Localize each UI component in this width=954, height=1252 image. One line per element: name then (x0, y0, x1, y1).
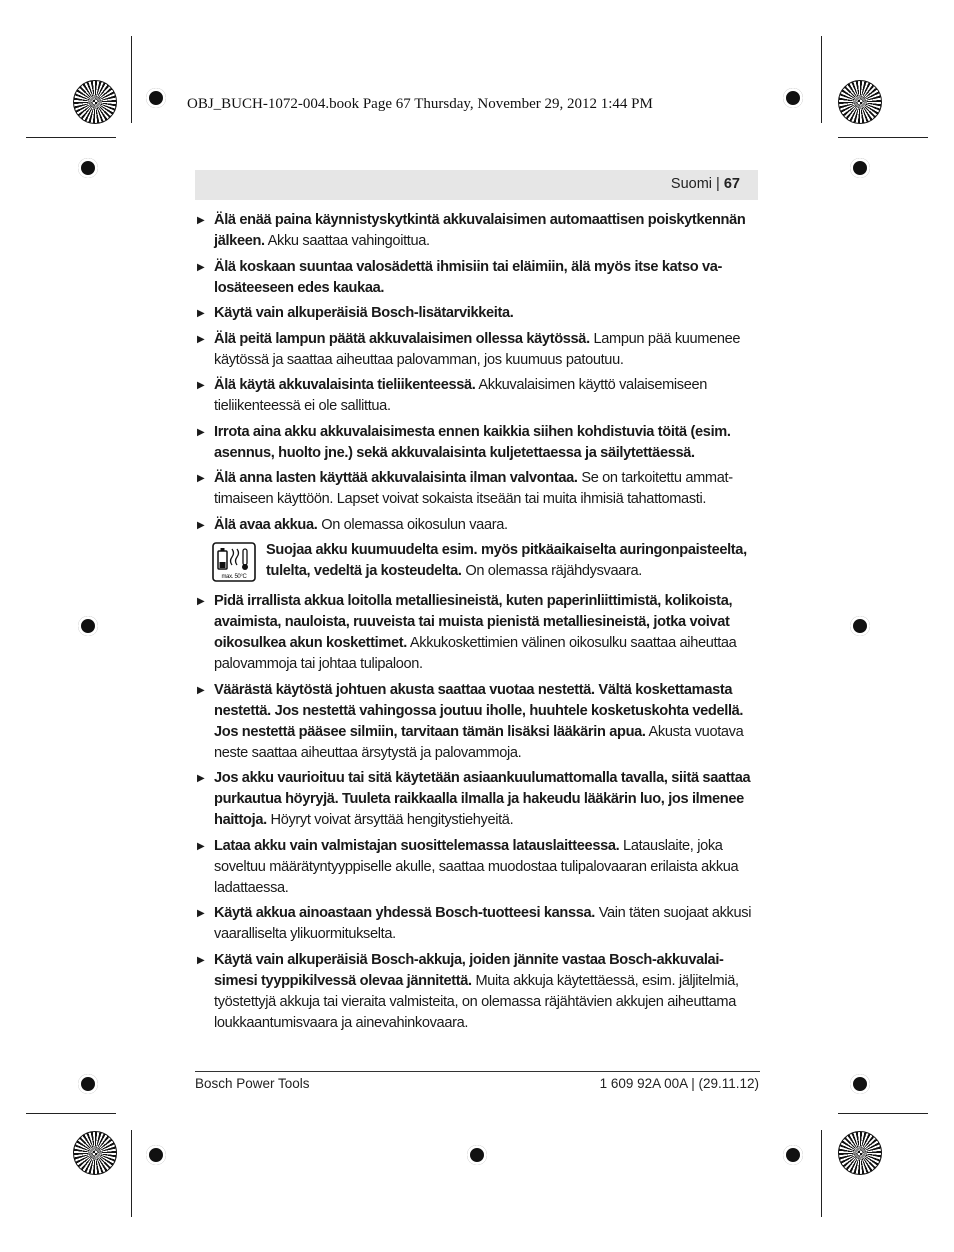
bullet-arrow-icon: ▶ (197, 840, 205, 852)
instruction-normal: Akusta vuotava neste saattaa aiheuttaa ärsytystä ja palovammoja. (214, 723, 744, 761)
bullet-arrow-icon: ▶ (197, 954, 205, 966)
instruction-item (195, 515, 760, 536)
instruction-list-2 (195, 591, 760, 1034)
bullet-arrow-icon: ▶ (197, 473, 205, 484)
instruction-normal: Akkukoskettimien välinen oikosulku saattaa aiheuttaa palovammoja tai johtaa tulipaloon. (214, 635, 737, 672)
instruction-item (195, 468, 760, 510)
crop-mark-top-right-v (821, 36, 822, 123)
battery-heat-note (195, 540, 760, 584)
instruction-bold: Lataa akku vain valmistajan suosittelemassa latauslaitteessa. (214, 837, 620, 854)
page-header (195, 170, 758, 200)
instruction-bold: Älä koskaan suuntaa valosädettä ihmisiin tai eläimiin, älä myös itse katso valosäteeseen edes kaukaa. (214, 258, 723, 296)
bullet-arrow-icon: ▶ (197, 261, 205, 273)
instruction-item (195, 768, 760, 831)
instruction-item (195, 303, 760, 324)
safety-instructions (195, 210, 760, 1038)
instruction-item (195, 680, 760, 764)
registration-mark-top-1 (146, 88, 166, 108)
footer-doc-id: 1 609 92A 00A | (29.11.12) (599, 1076, 759, 1091)
footer-brand: Bosch Power Tools (195, 1076, 310, 1091)
instruction-item (195, 950, 760, 1034)
file-slug: OBJ_BUCH-1072-004.book Page 67 Thursday, November 29, 2012 1:44 PM (187, 96, 653, 112)
header-label (671, 176, 740, 192)
instruction-item (195, 257, 760, 299)
instruction-item (195, 591, 760, 675)
instruction-bold: Älä peitä lampun päätä akkuvalaisimen ollessa käytössä. (214, 330, 590, 347)
instruction-item (195, 329, 760, 371)
instruction-item (195, 836, 760, 899)
starburst-mark-bottom-left (73, 1131, 117, 1175)
crop-mark-top-left-h (26, 137, 116, 138)
instruction-bold: Jos akku vaurioituu tai sitä käytetään asiaankuulumattomalla tavalla, siitä saattaa purkautua höyryjä. Tuuleta raikkaalla ilmalla ja hakeudu lääkärin luo, jos ilmenee haittoja. (214, 770, 751, 828)
registration-mark-top-2 (783, 88, 803, 108)
registration-mark-bottom-1 (146, 1145, 166, 1165)
instruction-bold: Älä käytä akkuvalaisinta tieliikenteessä. (214, 377, 476, 393)
registration-mark-left-1 (78, 158, 98, 178)
registration-mark-right-1 (850, 158, 870, 178)
instruction-item (195, 210, 760, 252)
bullet-arrow-icon: ▶ (197, 380, 205, 391)
instruction-normal: Latauslaite, joka soveltuu määrätyntyyppiselle akulle, saattaa muodostaa tulipalovaaran erilaista akkua ladattaessa. (214, 837, 739, 896)
instruction-item (195, 375, 760, 417)
instruction-bold: Älä avaa akkua. (214, 516, 318, 533)
registration-mark-left-2 (78, 1074, 98, 1094)
bullet-arrow-icon: ▶ (197, 308, 205, 319)
instruction-bold: Älä enää paina käynnistyskytkintä akkuvalaisimen automaattisen poiskytkennän jälkeen. (214, 212, 746, 249)
instruction-normal: Se on tarkoitettu ammattimaiseen käyttöön. Lapset voivat sokaista itseään tai muita ihmisiä tahattomasti. (214, 470, 734, 507)
registration-mark-bottom-mid (467, 1145, 487, 1165)
instruction-bold: Käytä akkua ainoastaan yhdessä Bosch-tuotteesi kanssa. (214, 905, 595, 921)
crop-mark-top-left-v (131, 36, 132, 123)
instruction-item (195, 422, 760, 464)
note-normal: On olemassa räjähdysvaara. (461, 563, 642, 579)
battery-heat-warning-icon (212, 542, 256, 582)
crop-mark-bottom-right-v (821, 1130, 822, 1217)
bullet-arrow-icon: ▶ (197, 908, 205, 919)
bullet-arrow-icon: ▶ (197, 596, 205, 607)
bullet-arrow-icon: ▶ (197, 773, 205, 784)
crop-mark-bottom-right-h (838, 1113, 928, 1114)
starburst-mark-bottom-right (838, 1131, 882, 1175)
bullet-arrow-icon: ▶ (197, 519, 205, 531)
instruction-bold: Käytä vain alkuperäisiä Bosch-akkuja, joiden jännite vastaa Bosch-akkuvalaisimesi tyyppikilvessä olevaa jännitettä. (214, 951, 724, 989)
starburst-mark-top-left (73, 80, 117, 124)
instruction-normal: Akku saattaa vahingoittua. (264, 233, 430, 249)
registration-mark-left-mid (78, 616, 98, 636)
crop-mark-bottom-left-v (131, 1130, 132, 1217)
instruction-normal: Akkuvalaisimen käyttö valaisemiseen tieliikenteessä ei ole sallittua. (214, 377, 708, 414)
registration-mark-right-mid (850, 616, 870, 636)
instruction-bold: Älä anna lasten käyttää akkuvalaisinta ilman valvontaa. (214, 470, 578, 486)
instruction-bold: Käytä vain alkuperäisiä Bosch-lisätarvikkeita. (214, 305, 514, 321)
crop-mark-bottom-left-h (26, 1113, 116, 1114)
starburst-mark-top-right (838, 80, 882, 124)
bullet-arrow-icon: ▶ (197, 215, 205, 226)
bullet-arrow-icon: ▶ (197, 426, 205, 438)
instruction-list (195, 210, 760, 536)
instruction-normal: Vain täten suojaat akkusi vaaralliselta ylikuormitukselta. (214, 905, 752, 942)
header-language: Suomi (670, 176, 713, 192)
footer-divider (195, 1071, 760, 1072)
header-separator: | (716, 176, 720, 192)
instruction-normal: On olemassa oikosulun vaara. (317, 516, 508, 533)
instruction-bold: Irrota aina akku akkuvalaisimesta ennen kaikkia siihen kohdistuvia töitä (esim. asennus, huolto jne.) sekä akkuvalaisinta kuljetettaessa ja säilytettäessä. (214, 423, 731, 461)
registration-mark-right-2 (850, 1074, 870, 1094)
registration-mark-bottom-2 (783, 1145, 803, 1165)
bullet-arrow-icon: ▶ (197, 333, 205, 345)
instruction-normal: Lampun pää kuumenee käytössä ja saattaa aiheuttaa palovamman, jos kuumuus patoutuu. (214, 330, 741, 368)
instruction-bold: Väärästä käytöstä johtuen akusta saattaa vuotaa nestettä. Vältä koskettamasta nestettä. Jos nestettä vahingossa joutuu iholle, huuhtele kosketuskohta vedellä. Jos nestettä pääsee silmiin, tarvitaan tämän lisäksi lääkärin apua. (214, 681, 744, 740)
page-number: 67 (723, 176, 740, 192)
icon-temperature-label: max. 50°C (221, 574, 247, 580)
instruction-normal: Muita akkuja käytettäessä, esim. jäljitelmiä, työstettyjä akkuja tai vieraita valmisteita, on olemassa räjähtävien akkujen aiheuttama loukkaantumisvaara ja ainevahinkovaara. (214, 972, 739, 1031)
instruction-normal: Höyryt voivat ärsyttää hengitystiehyeitä. (266, 812, 514, 828)
instruction-item (195, 903, 760, 945)
crop-mark-top-right-h (838, 137, 928, 138)
bullet-arrow-icon: ▶ (197, 684, 205, 696)
note-bold: Suojaa akku kuumuudelta esim. myös pitkäaikaiselta auringonpaisteelta, tulelta, vedeltä ja kosteudelta. (266, 542, 747, 579)
instruction-bold: Pidä irrallista akkua loitolla metalliesineistä, kuten paperinliittimistä, kolikoista, avaimista, nauloista, ruuveista tai muista pienistä metalliesineistä, jotka voivat oikosulkea akun koskettimet. (214, 593, 733, 651)
